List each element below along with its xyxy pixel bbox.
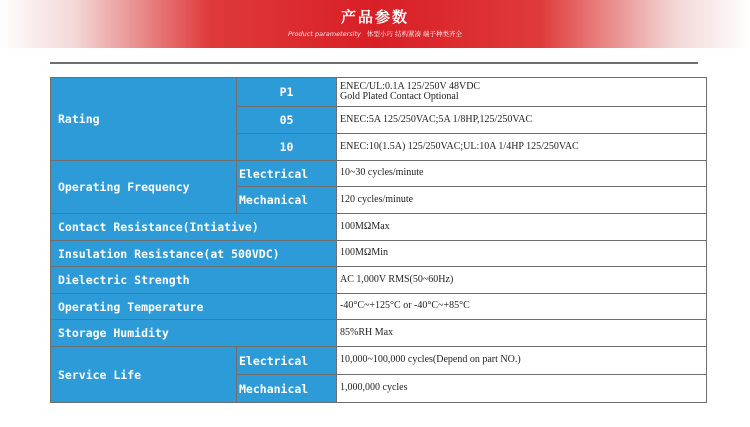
service-life-electrical-label: Electrical	[237, 347, 337, 375]
header-banner	[0, 0, 750, 48]
dielectric-strength-value: AC 1,000V RMS(50~60Hz)	[337, 267, 707, 294]
service-life-label: Service Life	[51, 347, 237, 403]
table-row	[51, 267, 707, 294]
insulation-resistance-label: Insulation Resistance(at 500VDC)	[51, 241, 337, 267]
contact-resistance-value: 100MΩMax	[337, 214, 707, 241]
contact-resistance-label: Contact Resistance(Intiative)	[51, 214, 337, 241]
operating-frequency-mechanical-label: Mechanical	[237, 187, 337, 214]
page-title: 产品参数	[340, 8, 409, 26]
table-row	[51, 320, 707, 347]
operating-frequency-electrical-value: 10~30 cycles/minute	[337, 161, 707, 187]
rating-10-value: ENEC:10(1.5A) 125/250VAC;UL:10A 1/4HP 125/250VAC	[337, 134, 707, 161]
rating-p1-value-line2: Gold Plated Contact Optional	[340, 91, 459, 102]
subtitle-chinese: 体型小巧 结构紧凑 端子种类齐全	[366, 30, 463, 38]
operating-frequency-label: Operating Frequency	[51, 161, 237, 214]
rating-p1-label: P1	[237, 78, 337, 107]
table-row	[51, 214, 707, 241]
spec-table	[50, 77, 707, 403]
rating-10-label: 10	[237, 134, 337, 161]
table-row	[51, 241, 707, 267]
table-row	[51, 347, 707, 375]
operating-temperature-label: Operating Temperature	[51, 294, 337, 320]
storage-humidity-value: 85%RH Max	[337, 320, 707, 347]
storage-humidity-label: Storage Humidity	[51, 320, 337, 347]
insulation-resistance-value: 100MΩMin	[337, 241, 707, 267]
operating-temperature-value: -40°C~+125°C or -40°C~+85°C	[337, 294, 707, 320]
rating-05-label: 05	[237, 107, 337, 134]
service-life-electrical-value: 10,000~100,000 cycles(Depend on part NO.)	[337, 347, 707, 375]
service-life-mechanical-value: 1,000,000 cycles	[337, 375, 707, 403]
service-life-mechanical-label: Mechanical	[237, 375, 337, 403]
dielectric-strength-label: Dielectric Strength	[51, 267, 337, 294]
rating-p1-value-line1: ENEC/UL:0.1A 125/250V 48VDC	[340, 80, 481, 92]
rating-label: Rating	[51, 78, 237, 161]
rating-p1-value	[337, 78, 707, 107]
operating-frequency-mechanical-value: 120 cycles/minute	[337, 187, 707, 214]
table-row	[51, 294, 707, 320]
table-row	[51, 161, 707, 187]
rating-05-value: ENEC:5A 125/250VAC;5A 1/8HP,125/250VAC	[337, 107, 707, 134]
page-subtitle	[0, 29, 750, 38]
operating-frequency-electrical-label: Electrical	[237, 161, 337, 187]
table-row	[51, 78, 707, 107]
header-divider	[50, 62, 698, 64]
subtitle-english: Product parametersity	[287, 30, 361, 38]
